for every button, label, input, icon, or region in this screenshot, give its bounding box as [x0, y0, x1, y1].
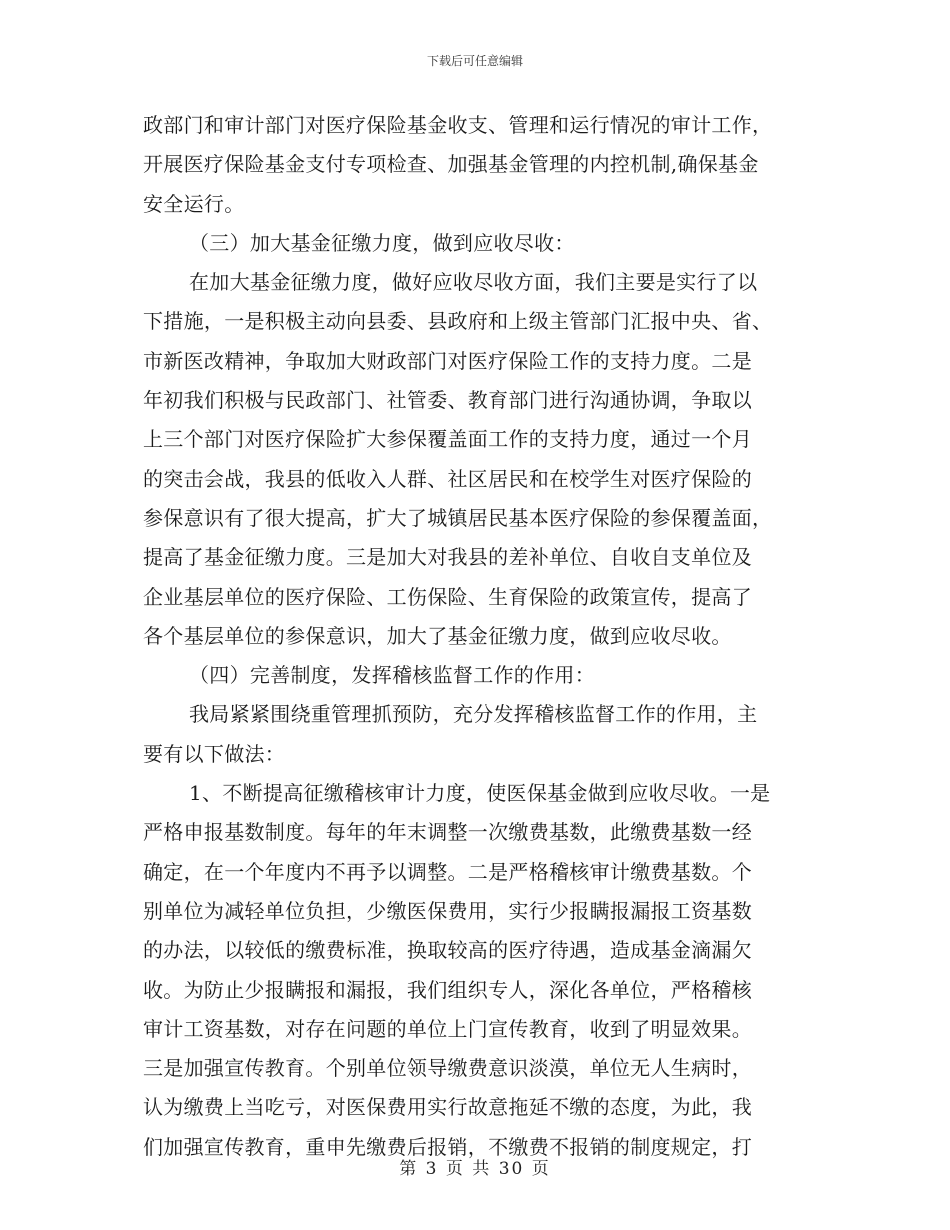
text-line: 审计工资基数，对存在问题的单位上门宣传教育，收到了明显效果。 — [143, 1016, 752, 1041]
text-line: 政部门和审计部门对医疗保险基金收支、管理和运行情况的审计工作， — [143, 113, 773, 137]
text-line: 开展医疗保险基金支付专项检查、加强基金管理的内控机制,确保基金 — [143, 152, 759, 177]
text-line: 确定，在一个年度内不再予以调整。二是严格稽核审计缴费基数。个 — [143, 859, 752, 884]
text-line: 安全运行。 — [143, 191, 245, 216]
text-line: 要有以下做法： — [143, 741, 286, 766]
text-line: （四）完善制度，发挥稽核监督工作的作用： — [189, 663, 595, 688]
page-header: 下载后可任意编辑 — [426, 54, 523, 68]
text-line: 三是加强宣传教育。个别单位领导缴费意识淡漠，单位无人生病时， — [143, 1056, 752, 1081]
text-line: 1、不断提高征缴稽核审计力度，使医保基金做到应收尽收。一是 — [189, 781, 771, 806]
text-line: 严格申报基数制度。每年的年末调整一次缴费基数，此缴费基数一经 — [143, 820, 752, 845]
text-line: 各个基层单位的参保意识，加大了基金征缴力度，做到应收尽收。 — [143, 623, 732, 648]
text-line: 市新医改精神，争取加大财政部门对医疗保险工作的支持力度。二是 — [143, 348, 752, 373]
text-line: 提高了基金征缴力度。三是加大对我县的差补单位、自收自支单位及 — [143, 545, 752, 570]
text-line: 的办法，以较低的缴费标准，换取较高的医疗待遇，造成基金滴漏欠 — [143, 938, 752, 963]
text-line: 们加强宣传教育，重申先缴费后报销，不缴费不报销的制度规定，打 — [143, 1134, 752, 1159]
text-line: 别单位为减轻单位负担，少缴医保费用，实行少报瞒报漏报工资基数 — [143, 898, 752, 923]
text-line: 收。为防止少报瞒报和漏报，我们组织专人，深化各单位，严格稽核 — [143, 977, 752, 1002]
text-line: 在加大基金征缴力度，做好应收尽收方面，我们主要是实行了以 — [189, 270, 758, 295]
text-line: 的突击会战，我县的低收入人群、社区居民和在校学生对医疗保险的 — [143, 466, 752, 491]
page-footer: 第 3 页 共 30 页 — [399, 1159, 551, 1179]
text-line: 企业基层单位的医疗保险、工伤保险、生育保险的政策宣传，提高了 — [143, 584, 752, 609]
text-line: 我局紧紧围绕重管理抓预防，充分发挥稽核监督工作的作用，主 — [189, 702, 758, 727]
text-line: （三）加大基金征缴力度，做到应收尽收： — [189, 230, 575, 255]
text-line: 参保意识有了很大提高，扩大了城镇居民基本医疗保险的参保覆盖面， — [143, 505, 773, 530]
text-line: 认为缴费上当吃亏，对医保费用实行故意拖延不缴的态度，为此，我 — [143, 1095, 752, 1120]
body-text — [143, 106, 807, 1167]
text-line: 上三个部门对医疗保险扩大参保覆盖面工作的支持力度，通过一个月 — [143, 427, 752, 452]
text-line: 年初我们积极与民政部门、社管委、教育部门进行沟通协调，争取以 — [143, 388, 752, 413]
text-line: 下措施，一是积极主动向县委、县政府和上级主管部门汇报中央、省、 — [143, 309, 773, 334]
